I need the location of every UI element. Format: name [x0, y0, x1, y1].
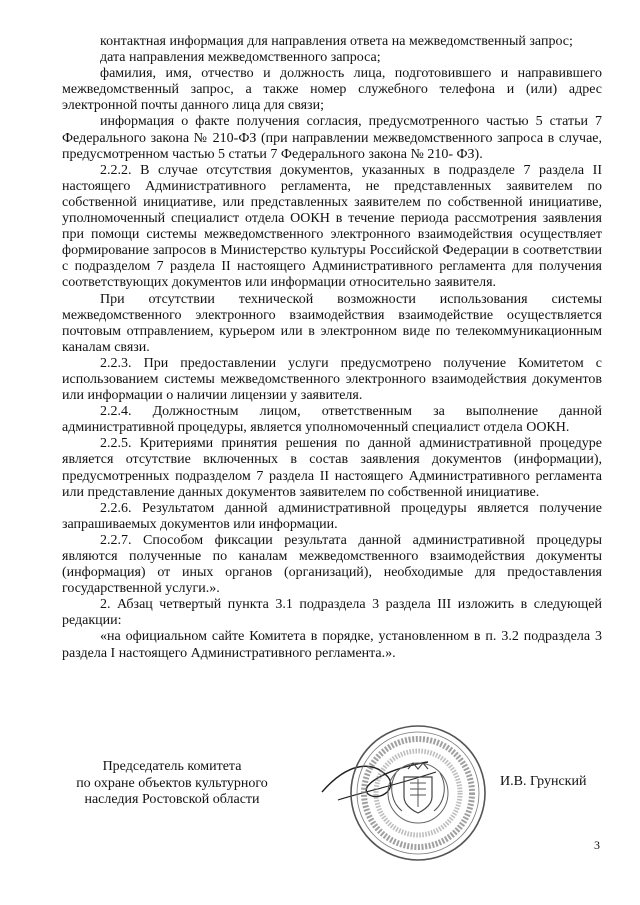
paragraph-2-2-7: 2.2.7. Способом фиксации результата данной административной процедуры являются полученные по каналам межведомственного взаимодействия документы (информация) от иных органов (организаций), необходимые для предоставления государственной услуги.».: [62, 532, 602, 597]
paragraph-consent-info: информация о факте получения согласия, предусмотренного частью 5 статьи 7 Федерального закона № 210-ФЗ (при направлении межведомственного запроса в случае, предусмотренном частью 5 статьи 7 Федерального закона № 210- ФЗ).: [62, 114, 602, 162]
paragraph-no-tech-possibility: При отсутствии технической возможности использования системы межведомственного электронного взаимодействия взаимодействие осуществляется почтовым отправлением, курьером или в электронном виде по телекоммуникационным каналам связи.: [62, 291, 602, 355]
page-number: 3: [594, 838, 600, 852]
paragraph-amendment-2: 2. Абзац четвертый пункта 3.1 подраздела 3 раздела III изложить в следующей редакции:: [62, 597, 602, 629]
paragraph-2-2-5: 2.2.5. Критериями принятия решения по данной административной процедуре является отсутствие включенных в состав заявления документов (информации), предусмотренных подразделом 7 раздела II настоящего Административного регламента или представление данных документов заявителем по собственной инициативе.: [62, 436, 602, 500]
signatory-position-line: по охране объектов культурного: [76, 775, 268, 791]
signatory-position: [72, 759, 272, 809]
paragraph-new-wording: «на официальном сайте Комитета в порядке, установленном в п. 3.2 подраздела 3 раздела I настоящего Административного регламента.».: [62, 629, 602, 661]
paragraph-request-date: дата направления межведомственного запроса;: [100, 50, 381, 66]
paragraph-2-2-2: 2.2.2. В случае отсутствия документов, указанных в подразделе 7 раздела II настоящего Административного регламента, не представленных заявителем по собственной инициативе, или представленных заявителем по собственной инициативе, уполномоченный специалист отдела ООКН в течение периода рассмотрения заявления при помощи системы межведомственного электронного взаимодействия осуществляет формирование запросов в Министерство культуры Российской Федерации в соответствии с подразделом 7 раздела II настоящего Административного регламента для получения соответствующих документов или информации относительно заявителя.: [62, 162, 602, 291]
official-seal-stamp: [318, 722, 500, 864]
signatory-position-line: Председатель комитета: [102, 759, 242, 774]
paragraph-2-2-3: 2.2.3. При предоставлении услуги предусмотрено получение Комитетом с использованием системы межведомственного электронного взаимодействия документов или информации о наличии лицензии у заявителя.: [62, 355, 602, 404]
signatory-name: И.В. Грунский: [500, 774, 587, 789]
paragraph-2-2-4: 2.2.4. Должностным лицом, ответственным за выполнение данной административной процедуры, является уполномоченный специалист отдела ООКН.: [62, 404, 602, 436]
paragraph-2-2-6: 2.2.6. Результатом данной административной процедуры является получение запрашиваемых документов или информации.: [62, 500, 602, 532]
signature-block: [0, 757, 640, 847]
signatory-position-line: наследия Ростовской области: [84, 792, 260, 807]
document-body: [62, 34, 602, 662]
paragraph-official-info: фамилия, имя, отчество и должность лица, подготовившего и направившего межведомственный запрос, а также номер служебного телефона и (или) адрес электронной почты данного лица для связи;: [62, 66, 602, 114]
paragraph-contact-info: контактная информация для направления ответа на межведомственный запрос;: [100, 34, 573, 49]
